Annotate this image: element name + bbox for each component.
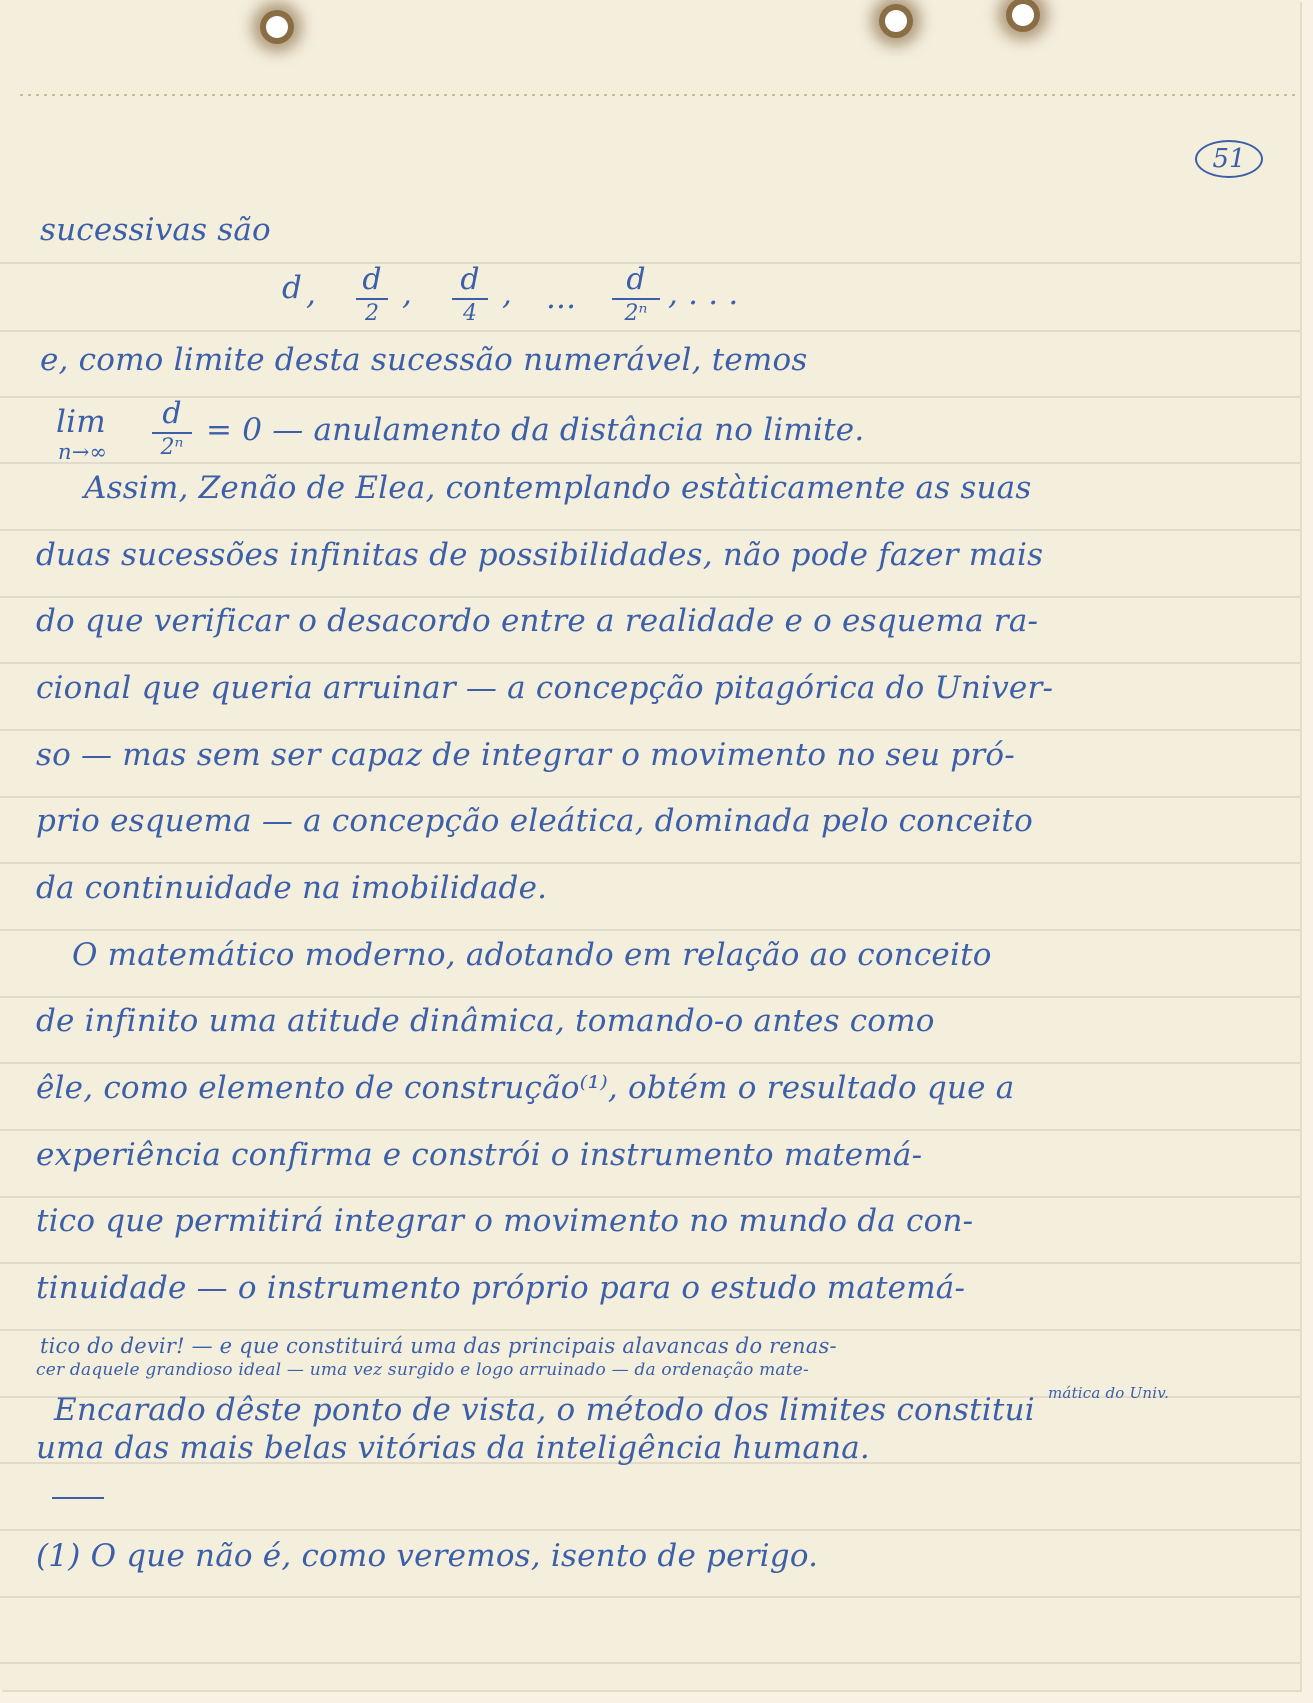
text-line: Assim, Zenão de Elea, contemplando estàticamente as suas (84, 470, 1032, 506)
sequence-separator: , (402, 276, 413, 312)
fraction-bar (612, 298, 660, 300)
sequence-fraction (452, 264, 488, 326)
fraction-numerator: d (626, 262, 646, 297)
text-line: tinuidade — o instrumento próprio para o estudo matemá- (36, 1270, 966, 1306)
footnote: (1) O que não é, como veremos, isento de perigo. (36, 1538, 819, 1574)
sequence-dots: ... (546, 280, 577, 316)
text-line: êle, como elemento de construção⁽¹⁾, obtém o resultado que a (36, 1070, 1015, 1106)
punch-hole (885, 10, 907, 32)
limit-fraction (152, 398, 192, 460)
text-line: uma das mais belas vitórias da inteligência humana. (36, 1430, 870, 1466)
fraction-numerator: d (362, 262, 382, 297)
punch-hole (1012, 4, 1034, 26)
text-line: sucessivas são (40, 212, 271, 248)
text-line: Encarado dêste ponto de vista, o método dos limites constitui (54, 1392, 1035, 1428)
fraction-denominator: 2ⁿ (624, 301, 648, 326)
limit-subscript: n→∞ (58, 440, 108, 464)
fraction-numerator: d (460, 262, 480, 297)
text-line: tico do devir! — e que constituirá uma das principais alavancas do renas- (40, 1334, 837, 1358)
sequence-first-term: d (282, 270, 303, 306)
sequence-trail: , . . . (668, 276, 739, 312)
limit-word: lim (56, 404, 106, 440)
sequence-fraction (356, 264, 388, 326)
fraction-bar (356, 298, 388, 300)
text-line: O matemático moderno, adotando em relação ao conceito (72, 937, 992, 973)
text-line: so — mas sem ser capaz de integrar o movimento no seu pró- (36, 737, 1015, 773)
text-line: cer daquele grandioso ideal — uma vez surgido e logo arruinado — da ordenação mate- (36, 1360, 810, 1380)
text-line: = 0 — anulamento da distância no limite. (206, 412, 865, 448)
text-line: duas sucessões infinitas de possibilidades, não pode fazer mais (36, 537, 1044, 573)
footnote-separator (52, 1497, 104, 1499)
page-number: 51 (1195, 140, 1263, 178)
fraction-numerator: d (162, 396, 182, 431)
text-line: prio esquema — a concepção eleática, dominada pelo conceito (36, 803, 1033, 839)
text-line: de infinito uma atitude dinâmica, tomando-o antes como (36, 1003, 935, 1039)
sequence-separator: , (502, 276, 513, 312)
text-line: da continuidade na imobilidade. (36, 870, 548, 906)
insertion-note: mática do Univ. (1048, 1384, 1170, 1402)
text-line: experiência confirma e constrói o instrumento matemá- (36, 1137, 923, 1173)
fraction-bar (152, 432, 192, 434)
punch-hole (266, 16, 288, 38)
sequence-fraction (612, 264, 660, 326)
text-line: e, como limite desta sucessão numerável, temos (40, 342, 808, 378)
sequence-separator: , (306, 276, 317, 312)
fraction-denominator: 2ⁿ (160, 435, 184, 460)
fraction-bar (452, 298, 488, 300)
text-line: tico que permitirá integrar o movimento no mundo da con- (36, 1203, 974, 1239)
text-line: do que verificar o desacordo entre a realidade e o esquema ra- (36, 603, 1039, 639)
text-line: cional que queria arruinar — a concepção pitagórica do Univer- (36, 670, 1054, 706)
fraction-denominator: 2 (365, 301, 379, 326)
fraction-denominator: 4 (463, 301, 477, 326)
